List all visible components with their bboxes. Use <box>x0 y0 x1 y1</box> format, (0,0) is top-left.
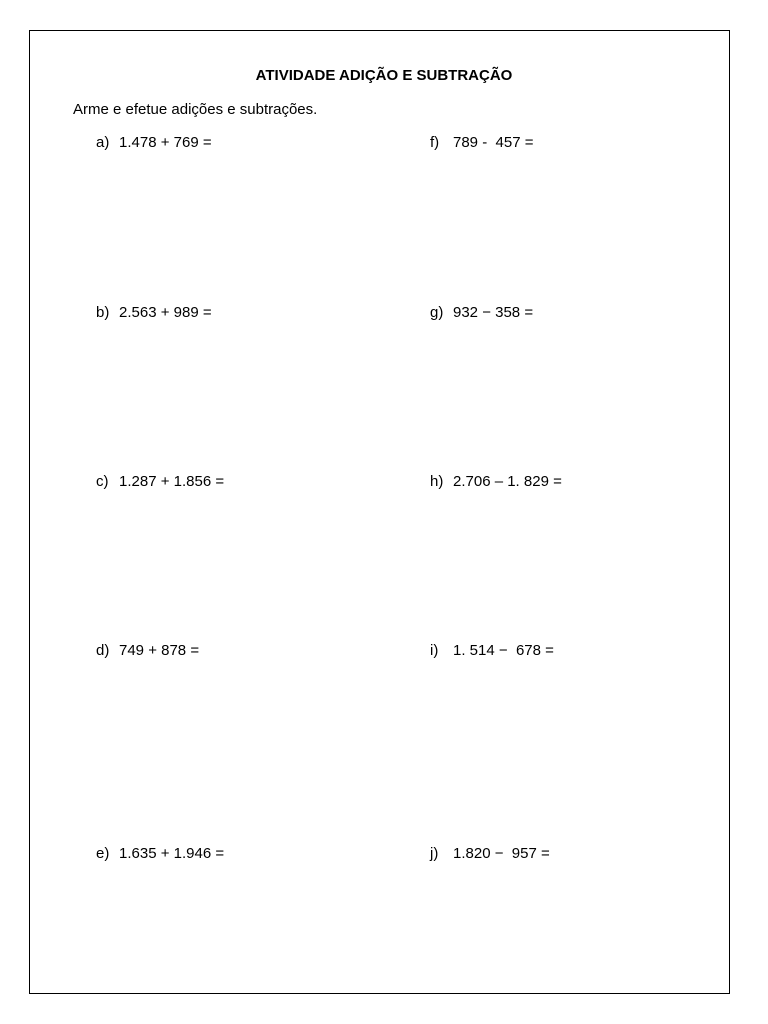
exercise-letter: j) <box>430 845 439 862</box>
exercise-letter: a) <box>96 134 110 151</box>
exercise-letter: h) <box>430 473 444 490</box>
exercise-letter: g) <box>430 304 444 321</box>
worksheet-instruction: Arme e efetue adições e subtrações. <box>73 101 318 118</box>
exercise-expression: 1.287 + 1.856 = <box>119 473 225 490</box>
worksheet-title: ATIVIDADE ADIÇÃO E SUBTRAÇÃO <box>255 67 513 84</box>
exercise-expression: 749 + 878 = <box>119 642 200 659</box>
exercise-letter: b) <box>96 304 110 321</box>
exercise-expression: 2.563 + 989 = <box>119 304 212 321</box>
exercise-expression: 932 − 358 = <box>453 304 534 321</box>
exercise-expression: 1.478 + 769 = <box>119 134 212 151</box>
exercise-letter: d) <box>96 642 110 659</box>
exercise-expression: 789 - 457 = <box>453 134 534 151</box>
exercise-expression: 1. 514 − 678 = <box>453 642 554 659</box>
exercise-letter: e) <box>96 845 110 862</box>
exercise-letter: i) <box>430 642 439 659</box>
exercise-expression: 1.635 + 1.946 = <box>119 845 225 862</box>
exercise-expression: 2.706 – 1. 829 = <box>453 473 562 490</box>
exercise-expression: 1.820 − 957 = <box>453 845 550 862</box>
exercise-letter: c) <box>96 473 109 490</box>
exercise-letter: f) <box>430 134 440 151</box>
